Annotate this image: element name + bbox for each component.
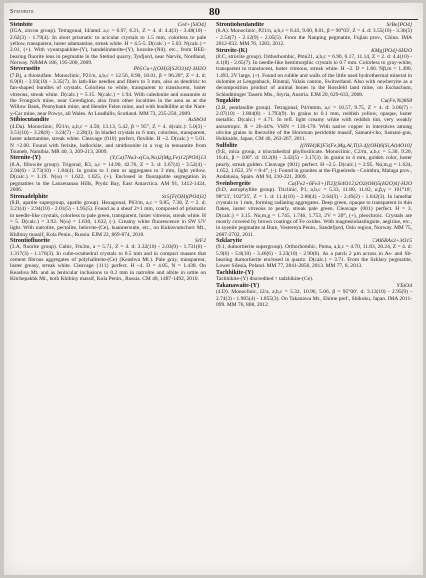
- mineral-entry: [10, 117, 206, 155]
- mineral-formula: Pb5Cu+[(OH)3(S2O3)4]·3H2O: [133, 66, 206, 73]
- mineral-entry: [216, 270, 412, 283]
- mineral-formula: Cu(Fe,Ni)8S8: [380, 98, 412, 105]
- left-column: [10, 22, 206, 573]
- mineral-entry: [216, 238, 412, 270]
- mineral-description: (9.1, dumortierite supergroup). Orthorhombic, Pnma, a,b,c = 4.70, 11.83, 20.24, Z = 4. d: 5.9(6) - 5.8(10) - 3.46(6) - 3.23(10) - 2.90(6). As a patch 2 μm across in As- and Sb-bearing dumortierite enclosed in quartz. D(calc.) = 3.71. From the Szklary pegmatite, Lower Silesia, Poland. MM 77, 2841-2856, 2013. MM 77, 8, 2013.: [216, 244, 412, 270]
- mineral-description: (4.D). Monoclinic, I2/a, a,b,c = 5.32, 10.96, 5.06, β = 95°00'. d: 3.13(10) - 2.95(9) - 2.74(3) - 1.905(4) - 1.855(3). On Takanawa Mt., Ehime pref., Shikoku, Japan. IMA 2011-099. MM 76, 808, 2012.: [216, 289, 412, 308]
- mineral-formula: SrF2: [194, 238, 206, 245]
- mineral-entry: [216, 143, 412, 181]
- mineral-entry: [10, 155, 206, 193]
- mineral-entry: [216, 48, 412, 99]
- mineral-description: (IGA, zircon group). Tetragonal, I4/amd. a,c = 6.97, 6.21, Z = 4. d: 4.4(3) - 3.48(10) - 2.62(3) - 1.79(4). In short prismatic to acicular crystals to 1.5 mm, colorless to pale yellow, transparent, luster adamantine, streak white. H = 4.5-5. D(calc.) = 5.03. N(calc.) = 2.01, (+). With vyuntspakhite-(Y), handelinmerite-(Y), kozoite-(Nd), etc., from REE-bearing fluorite lens in pegmatite in the Stetind quarry, Tysfjord, near Narvik, Nordland, Norway. NJbMA 186, 195-200, 2009.: [10, 28, 206, 66]
- mineral-formula: YTaO4: [396, 282, 412, 289]
- mineral-formula: Sr5[F(OH)(PO4)3]: [161, 193, 206, 200]
- running-head: Steinbite: [10, 9, 35, 15]
- mineral-formula: (Y,Ca)7Na3-x(Ca,Na)2(Mg,Fe)12[PO4]13: [110, 155, 206, 162]
- book-page: [4, 3, 423, 575]
- mineral-name: Takanawaite-(Y): [216, 282, 260, 289]
- mineral-formula: AsSbO4: [187, 117, 206, 124]
- mineral-description: (8.B, apatite supergroup, apatite group). Hexagonal, P63/m, a,c = 9.85, 7.38, Z = 2. d: 3.21(4) - 2.94(10) - 2.01(5) - 1.95(5). Found as a sheaf 2×1 mm, composed of prismatic to needle-like crystals, colorless to pale green, transparent, luster vitreous, streak white. H = 5. D(calc.) = 3.92. N(ω) = 1.630, 1.632, (-). Creamy white fluorescence in SW UV light. With natrolite, pectolite, belovite-(Ce), kuannersuite, etc., on Kukisvumchorr Mt., Khibiny massif, Kola Penin., Russia. EJM 22, 869-874, 2010.: [10, 199, 206, 238]
- mineral-description: (9.D, astrophyllite group). Triclinic, P1, a,b,c = 5.33, 11.80, 11.82, α,β,γ = 101°18', 98°13', 102°25', Z = 1. d: 11.4(10) - 2.88(4) - 2.64(3) - 2.49(2) - 1.642(3). In lamellar crystals to 1 mm, forming radiating aggregates. Deep green, opaque to transparent in thin flakes, luster vitreous to pearly, streak pale green. Cleavage {001} perfect. H = 3. D(calc.) = 3.15. Nα,m,g = 1.745, 1.746, 1.753, 2V = 20°, (+), pleochroic. Crystals are mostly covered by brown coatings of Fe oxides. With magnesiohastingsite, aegirine, etc., in syenite pegmatite at Bure, Vestereya Penin., Sandefjord, Oslo region, Norway. MM 75, 2687-2702, 2011.: [216, 187, 412, 238]
- mineral-entry: [10, 194, 206, 238]
- mineral-description: (9.E, mica group, a trioctahedral phyllosilicate. Monoclinic, C2/m, a,b,c = 5.30, 9.20, 10.41, β = 100°. d: 10.2(8) - 3.42(5) - 3.17(3). In grains to 4 mm, golden color, luster pearly, streak golden. Cleavage {001} perfect. H ~2.5. D(calc.) = 2.95. Nα,m,g = 1.624, 1.652, 1.652, 2V = 0-4°, (-). Found in granites at the Figueiredo - Coimbra, Malaga prov., Andalusia, Spain. AM 94, 210-221, 2009.: [216, 149, 412, 181]
- mineral-formula: Ce4+[SiO4]: [177, 22, 206, 28]
- mineral-name: Struvite-(K): [216, 47, 248, 54]
- mineral-formula: [(NH4)K]F3(Fe,Mg,Al,Ti)3.4[(OH)6(Si,Al)4O10]: [299, 142, 412, 149]
- mineral-formula: SrBe[PO4]: [386, 22, 412, 28]
- mineral-name: Steverustite: [10, 66, 41, 73]
- mineral-description: (8.A, fillowite group). Trigonal, R3, a,c = 14.90, 42.76, Z = 3. d: 3.67(4) - 3.52(4) - 2.94(6) - 2.73(10) - 1.84(4). In grains to 1 mm or aggregates to 3 mm, light yellow. D(calc.) = 3.19. N(ω) = 1.622, 1.625, (+). Enclosed in fluorapatite segregation in pegmatites in the Lanzenanau Hills, Prydz Bay, East Antarctica. AM 91, 1412-1424, 2006.: [10, 161, 206, 194]
- mineral-description: (2.B, pentlandite group). Tetragonal, P4/mmm, a,c = 10.57, 9.75, Z = 4. d: 3.06(7) - 2.07(10) - 1.804(8) - 1.793(9). In grains to 0.1 mm, reddish yellow, opaque, luster metallic. D(calc.) = 4.71. In refl. light creamy white with reddish tint, very weakly anisotropic. R = 26-44%. VHN = 130-170. With native copper in interstices among olivine grains in lherzolite of the Horoman peridotite massif, Samani-cho, Samani-gun, Hokkaido, Japan. CM 46, 263-267, 2011.: [216, 104, 412, 143]
- mineral-name: Sveinbergeite: [216, 181, 251, 187]
- mineral-description: (8.A). Monoclinic, P21/n, a,b,c = 8.43, 9.00, 8.01, β = 90°03', Z = 4. d: 3.55(10) - 3.36(5) - 2.54(7) - 2.12(9) - 2.05(5). From the Nanping pegmatite, Fujian prov., China. IMA 2012-032. MM 76, 1283, 2012.: [216, 28, 412, 47]
- mineral-formula: □Al6BAs3+3O15: [372, 238, 412, 245]
- mineral-description: (7.Bj, a thiosulfate. Monoclinic, P21/n, a,b,c = 12.56, 8.90, 18.01, β = 96.28°, Z = 4. d: 6.9(8) - 3.93(10) - 3.35(7). In lath-like needles and fibers to 3 mm, also as dendritic to fan-shaped bundles of crystals. Colorless to white, transparent to translucent, luster vitreous, streak white. D(calc.) = 5.15. N(calc.) = 1.94. With caledonite and susannite at the Frongoch mine, near Ceredigion, also from other localities in the area as at the Willow Bank, Pennybank mine, and Hendre Felen mine, and with leadhillite at the Nant-y-Car mine, near Powys, all Wales. At Leadhills, Scotland. MM 73, 235-250, 2009.: [10, 72, 206, 117]
- mineral-entry: [216, 181, 412, 238]
- mineral-entry: [216, 283, 412, 308]
- mineral-name: Sulfolite: [216, 142, 238, 149]
- mineral-name: Stibiocutandite: [10, 117, 50, 124]
- mineral-entry: [10, 238, 206, 282]
- mineral-name: Szklaryite: [216, 238, 242, 245]
- mineral-formula: KMg[PO4]·6H2O: [371, 47, 412, 54]
- mineral-entry: [216, 98, 412, 142]
- mineral-description: (4.Da). Monoclinic, P21/n, a,b,c = 4.58, 13.13, 5.42, β = 95°, Z = 4. d(calc.): 5.0(3) - 3.51(10) - 3.28(8) - 3.24(7) - 2.28(3). In bladed crystals to 6 mm, colorless, transparent, luster adamantine, streak white. Cleavage {010} perfect, flexible. H ~2. D(calc.) = 5.01. N >2.00. Found with ferisite, ludlockite, and smithsonite in a vug in tennantite from Tsumeb, Namibia. MR 40, 3, 209-213, 2009.: [10, 123, 206, 155]
- mineral-name: Strontiofluorite: [10, 238, 50, 245]
- mineral-formula: Ca(Fe2+6Fe3+)Ti2[(Si4O12)2O2(OH)5(H2O)4]·H2O: [288, 181, 412, 187]
- right-column: [216, 22, 412, 573]
- mineral-entry: [10, 22, 206, 66]
- mineral-name: Sternite-(Y): [10, 155, 41, 162]
- header-rule: [9, 19, 418, 20]
- mineral-description: Tachhikite-(Y) discredited ↑ tadzhikite-(Ce).: [216, 276, 314, 283]
- mineral-entry: [10, 66, 206, 117]
- mineral-name: Strontioheulandite: [216, 22, 264, 28]
- page-number: 80: [209, 6, 220, 18]
- mineral-description: (8.C, struvite group). Orthorhombic, Pmn21, a,b,c = 6.90, 6.17, 11.14, Z = 2. d: 4.4(10) - 4.1(8) - 2.65(7). In needle-like hemimorphic crystals to 0.7 mm. Colorless to gray-white, transparent to translucent, luster vitreous, streak white. H ~2. D = 1.86. Nβ,m = 1.490, 1.493, 2V large, (+). Found on rubble and walls of the little used hydrothermal mineral in dolomite at Lengenbach, Binntal, Valais canton, Switzerland. Also with newberyite as a decomposition product of animal bones in the Rossfeld land mine, on Eschachum, Schladminger Tauern Mts., Styria, Austria. EJM 20, 629-633, 2008.: [216, 53, 412, 98]
- mineral-entry: [216, 22, 412, 47]
- mineral-name: Sugakiite: [216, 98, 241, 105]
- mineral-description: (3.A, fluorite group). Cubic, Fm3m, a = 5.71, Z = 4. d: 3.32(10) - 2.03(9) - 1.731(6) - 1.317(3) - 1.176(3). In cubo-octahedral crystals to 0.5 mm and in compact masses that cement fibrous aggregates of polyhaliteite-(Ce) (Keashva Mt.). Pale gray, transparent, luster greasy, streak white. Cleavage {111} perfect. H ~4. D = 4.05, N = 1.438. On Keashva Mt. and as lenticular inclusions to 0.2 mm in natrolite and albite in urtite on Kitchepakhk Mt., both Khibiny massif, Kola Penin., Russia. CM 48, 1487-1492, 2010.: [10, 244, 206, 282]
- mineral-name: Stronadelphite: [10, 193, 48, 200]
- mineral-name: Steinbite: [10, 22, 33, 28]
- mineral-name: Tachhikite-(Y): [216, 269, 254, 276]
